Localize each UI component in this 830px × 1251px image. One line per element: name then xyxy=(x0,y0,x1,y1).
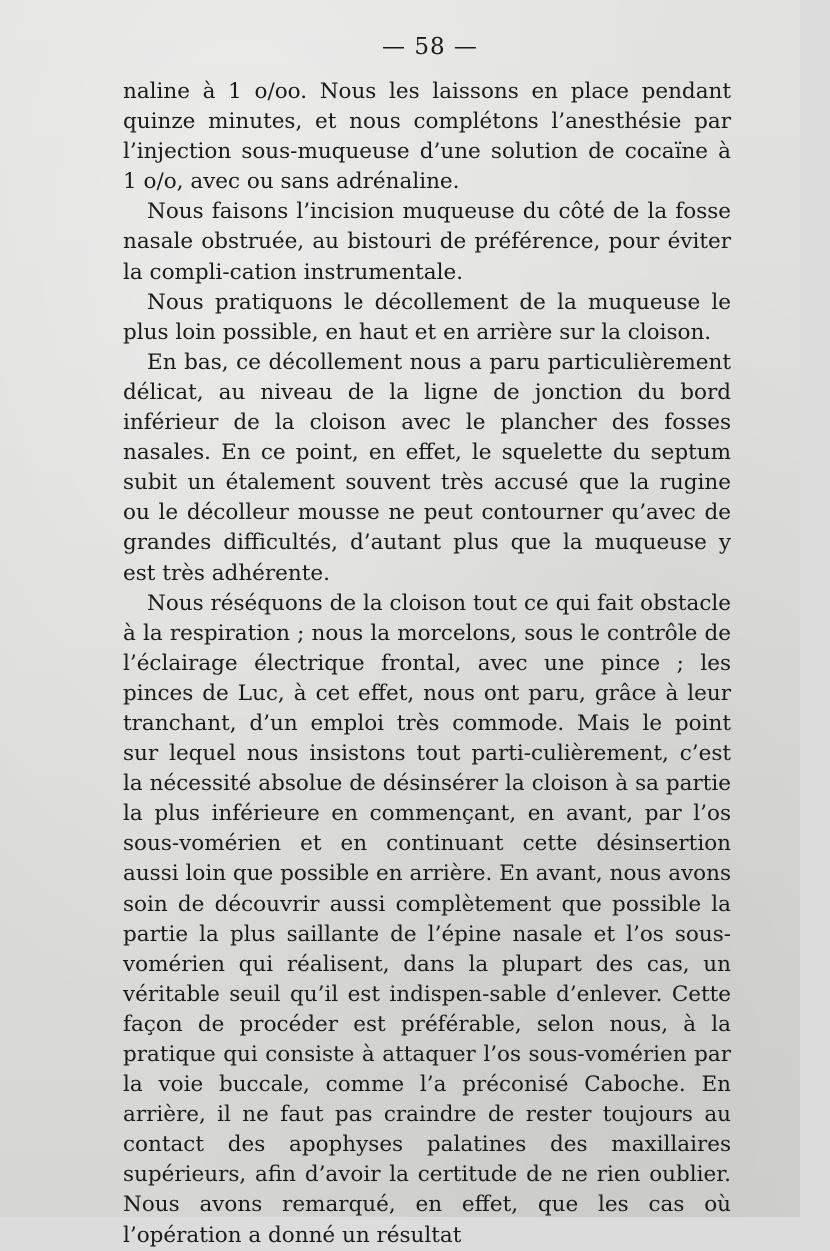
paragraph-3: Nous pratiquons le décollement de la muqueuse le plus loin possible, en haut et en arrière sur la cloison. xyxy=(123,289,731,345)
page-number: — 58 — xyxy=(382,34,478,60)
paragraph-2: Nous faisons l’incision muqueuse du côté de la fosse nasale obstruée, au bistouri de préférence, pour éviter la compli-cation instrumentale. xyxy=(123,199,731,285)
paragraph-4: En bas, ce décollement nous a paru particulièrement délicat, au niveau de la ligne de jonction du bord inférieur de la cloison avec le plancher des fosses nasales. En ce point, en effet, le squelette du septum subit un étalement souvent très accusé que la rugine ou le décolleur mousse ne peut contourner qu’avec de grandes difficultés, d’autant plus que la muqueuse y est très adhérente. xyxy=(123,349,731,586)
body-text xyxy=(123,77,731,1251)
paragraph-1: naline à 1 o/oo. Nous les laissons en place pendant quinze minutes, et nous complétons l’anesthésie par l’injection sous-muqueuse d’une solution de cocaïne à 1 o/o, avec ou sans adrénaline. xyxy=(123,79,731,195)
paragraph-5: Nous réséquons de la cloison tout ce qui fait obstacle à la respiration ; nous la morcelons, sous le contrôle de l’éclairage électrique frontal, avec une pince ; les pinces de Luc, à cet effet, nous ont paru, grâce à leur tranchant, d’un emploi très commode. Mais le point sur lequel nous insistons tout parti-culièrement, c’est la nécessité absolue de désinsérer la cloison à sa partie la plus inférieure en commençant, en avant, par l’os sous-vomérien et en continuant cette désinsertion aussi loin que possible en arrière. En avant, nous avons soin de découvrir aussi complètement que possible la partie la plus saillante de l’épine nasale et l’os sous-vomérien qui réalisent, dans la plupart des cas, un véritable seuil qu’il est indispen-sable d’enlever. Cette façon de procéder est préférable, selon nous, à la pratique qui consiste à attaquer l’os sous-vomérien par la voie buccale, comme l’a préconisé Caboche. En arrière, il ne faut pas craindre de rester toujours au contact des apophyses palatines des maxillaires supérieurs, afin d’avoir la certitude de ne rien oublier. Nous avons remarqué, en effet, que les cas où l’opération a donné un résultat xyxy=(123,590,731,1248)
